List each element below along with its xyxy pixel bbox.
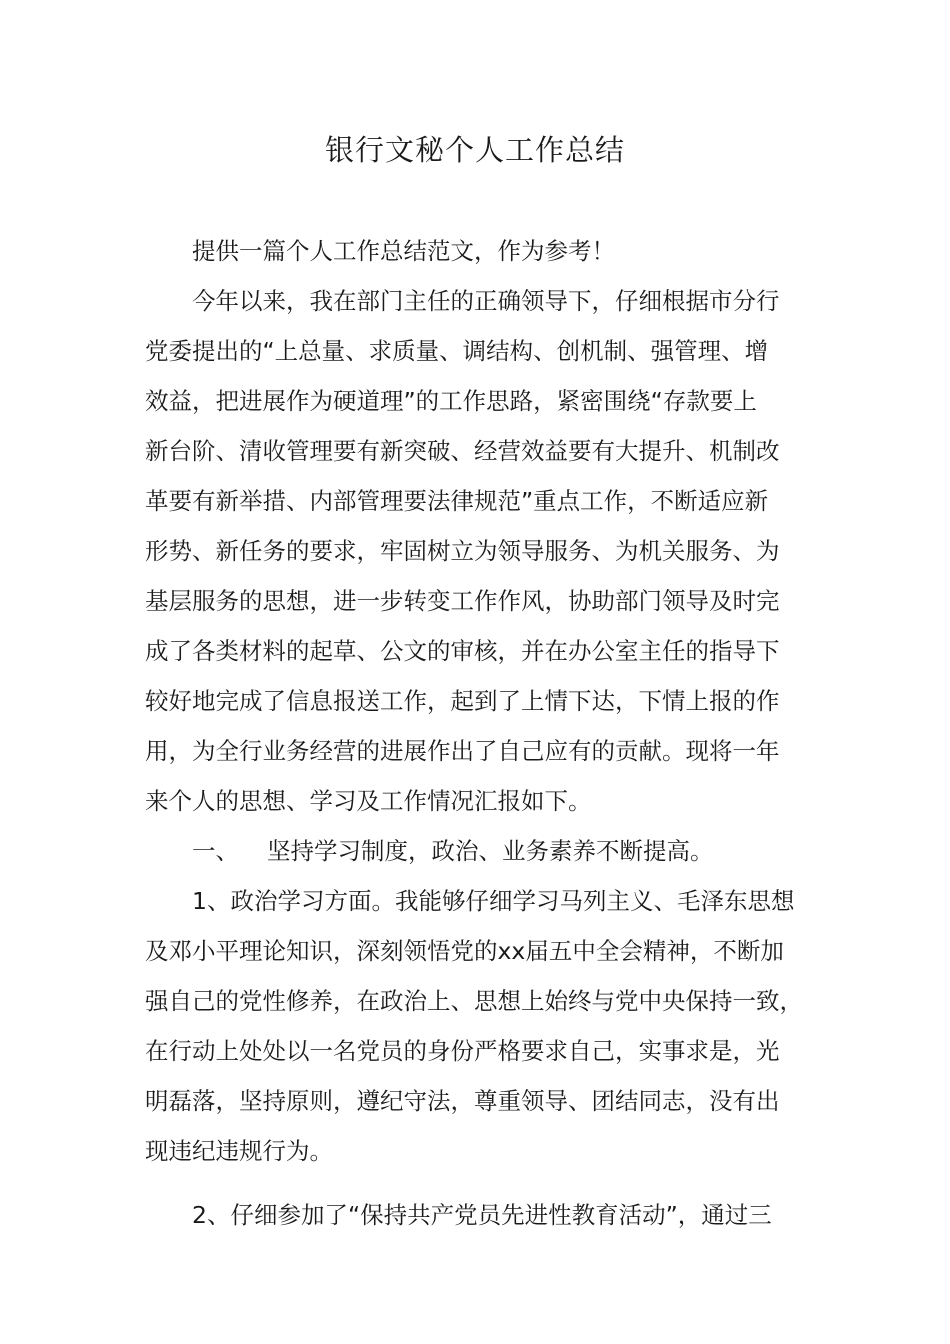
intro-paragraph xyxy=(145,226,810,276)
paragraph-line: 来个人的思想、学习及工作情况汇报如下。 xyxy=(145,787,592,815)
paragraph-line: 形势、新任务的要求，牢固树立为领导服务、为机关服务、为 xyxy=(145,537,780,565)
paragraph-line: 在行动上处处以一名党员的身份严格要求自己，实事求是，光 xyxy=(145,1037,780,1065)
paragraph-line: 及邓小平理论知识，深刻领悟党的xx届五中全会精神，不断加 xyxy=(145,937,784,965)
paragraph-line: 较好地完成了信息报送工作，起到了上情下达，下情上报的作 xyxy=(145,687,780,715)
paragraph-line: 强自己的党性修养，在政治上、思想上始终与党中央保持一致， xyxy=(145,987,803,1015)
intro-line: 提供一篇个人工作总结范文，作为参考！ xyxy=(192,237,615,265)
paragraph-line: 效益，把进展作为硬道理”的工作思路，紧密围绕“存款要上 xyxy=(145,387,757,415)
paragraph-line: 基层服务的思想，进一步转变工作作风，协助部门领导及时完 xyxy=(145,587,780,615)
section-heading-number: 一、 xyxy=(192,837,239,865)
paragraph-line: 革要有新举措、内部管理要法律规范”重点工作，不断适应新 xyxy=(145,487,769,515)
document-body xyxy=(145,226,810,1240)
document-title: 银行文秘个人工作总结 xyxy=(324,133,625,167)
paragraph-spacer xyxy=(145,1176,810,1190)
paragraph-line: 明磊落，坚持原则，遵纪守法，尊重领导、团结同志，没有出 xyxy=(145,1087,780,1115)
paragraph-line: 党委提出的“上总量、求质量、调结构、创机制、强管理、增 xyxy=(145,337,769,365)
paragraph-line: 今年以来，我在部门主任的正确领导下，仔细根据市分行 xyxy=(192,287,780,315)
section-heading-1 xyxy=(145,826,810,876)
paragraph-line: 新台阶、清收管理要有新突破、经营效益要有大提升、机制改 xyxy=(145,437,780,465)
paragraph-1 xyxy=(145,276,810,826)
paragraph-line: 2、仔细参加了“保持共产党员先进性教育活动”，通过三 xyxy=(192,1201,772,1229)
paragraph-2 xyxy=(145,876,810,1176)
section-heading-line xyxy=(145,826,810,876)
section-heading-text: 坚持学习制度，政治、业务素养不断提高。 xyxy=(267,837,714,865)
paragraph-line: 1、政治学习方面。我能够仔细学习马列主义、毛泽东思想 xyxy=(192,887,795,915)
paragraph-line: 成了各类材料的起草、公文的审核，并在办公室主任的指导下 xyxy=(145,637,780,665)
paragraph-line: 现违纪违规行为。 xyxy=(145,1137,333,1165)
paragraph-line: 用，为全行业务经营的进展作出了自己应有的贡献。现将一年 xyxy=(145,737,780,765)
paragraph-3 xyxy=(145,1190,810,1240)
